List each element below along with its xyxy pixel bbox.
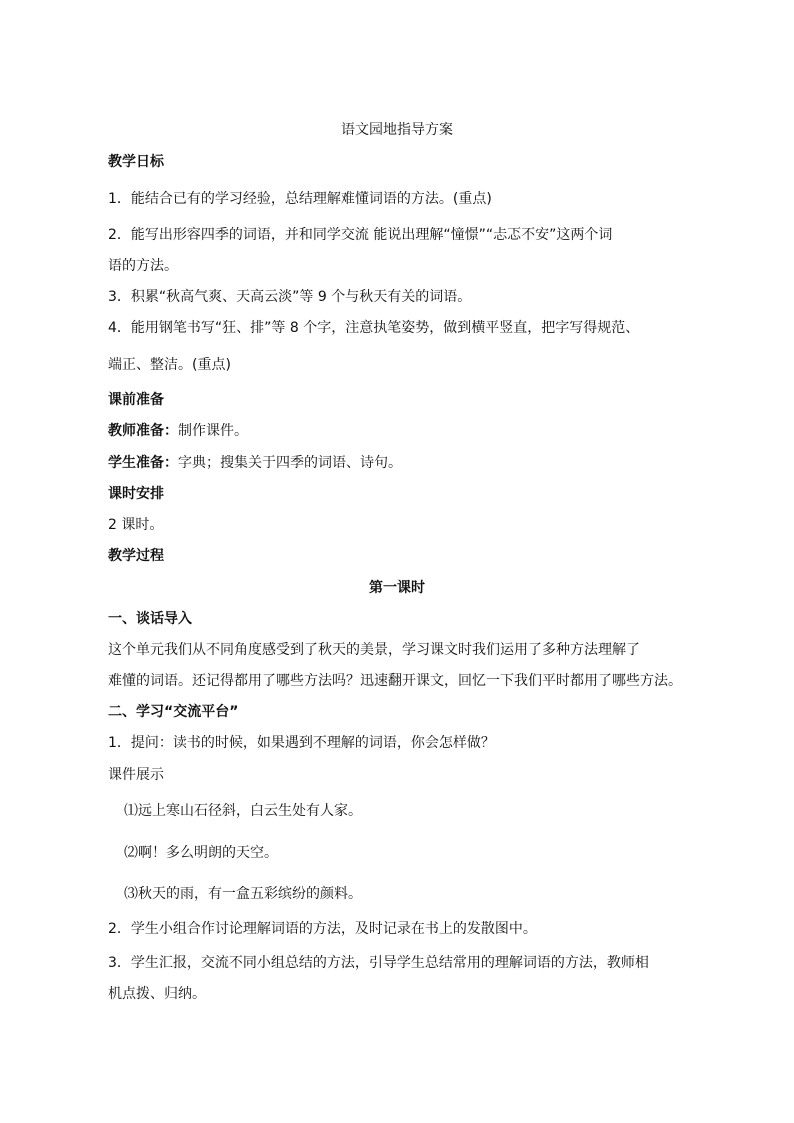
example-1: ⑴远上寒山石径斜，白云生处有人家。 xyxy=(124,803,362,819)
document-title: 语文园地指导方案 xyxy=(341,122,453,138)
objectives-heading: 教学日标 xyxy=(108,154,164,170)
example-3: ⑶秋天的雨，有一盒五彩缤纷的颜料。 xyxy=(124,886,362,902)
prep-heading: 课前准备 xyxy=(108,392,164,408)
courseware-label: 课件展示 xyxy=(108,767,164,783)
student-prep xyxy=(108,453,402,473)
student-prep-label: 学生准备： xyxy=(108,455,178,471)
section-2-heading: 二、学习“交流平台” xyxy=(108,704,239,720)
student-prep-text: 字典；搜集关于四季的词语、诗句。 xyxy=(178,455,402,471)
schedule-heading: 课时安排 xyxy=(108,486,164,502)
teacher-prep-label: 教师准备： xyxy=(108,423,178,439)
teacher-prep xyxy=(108,421,248,441)
example-2: ⑵啊！多么明朗的天空。 xyxy=(124,845,278,861)
objective-1: 1．能结合已有的学习经验，总结理解难懂词语的方法。(重点) xyxy=(108,191,492,207)
section-1-line-1: 这个单元我们从不同角度感受到了秋天的美景，学习课文时我们运用了多种方法理解了 xyxy=(108,642,640,658)
lesson-1-title: 第一课时 xyxy=(369,580,425,596)
schedule-text: 2 课时。 xyxy=(108,517,164,533)
step-3-line-1: 3．学生汇报，交流不同小组总结的方法，引导学生总结常用的理解词语的方法，教师相 xyxy=(108,955,649,971)
objective-3: 3．积累“秋高气爽、天高云淡”等 9 个与秋天有关的词语。 xyxy=(108,289,472,305)
section-1-line-2: 难懂的词语。还记得都用了哪些方法吗？迅速翻开课文，回忆一下我们平时都用了哪些方法。 xyxy=(108,673,682,689)
step-3-line-2: 机点拨、归纳。 xyxy=(108,986,206,1002)
teacher-prep-text: 制作课件。 xyxy=(178,423,248,439)
section-1-heading: 一、谈话导入 xyxy=(108,611,192,627)
objective-2-cont: 语的方法。 xyxy=(108,258,178,274)
step-1: 1．提问：读书的时候，如果遇到不理解的词语，你会怎样做？ xyxy=(108,735,495,751)
objective-2: 2．能写出形容四季的词语，并和同学交流 能说出理解“憧憬”“忐忑不安”这两个词 xyxy=(108,227,613,243)
process-heading: 教学过程 xyxy=(108,548,164,564)
step-2: 2．学生小组合作讨论理解词语的方法，及时记录在书上的发散图中。 xyxy=(108,921,537,937)
objective-4-cont: 端正、整洁。(重点) xyxy=(108,357,231,373)
objective-4: 4．能用钢笔书写“狂、排”等 8 个字，注意执笔姿势，做到横平竖直，把字写得规范、 xyxy=(108,320,640,336)
